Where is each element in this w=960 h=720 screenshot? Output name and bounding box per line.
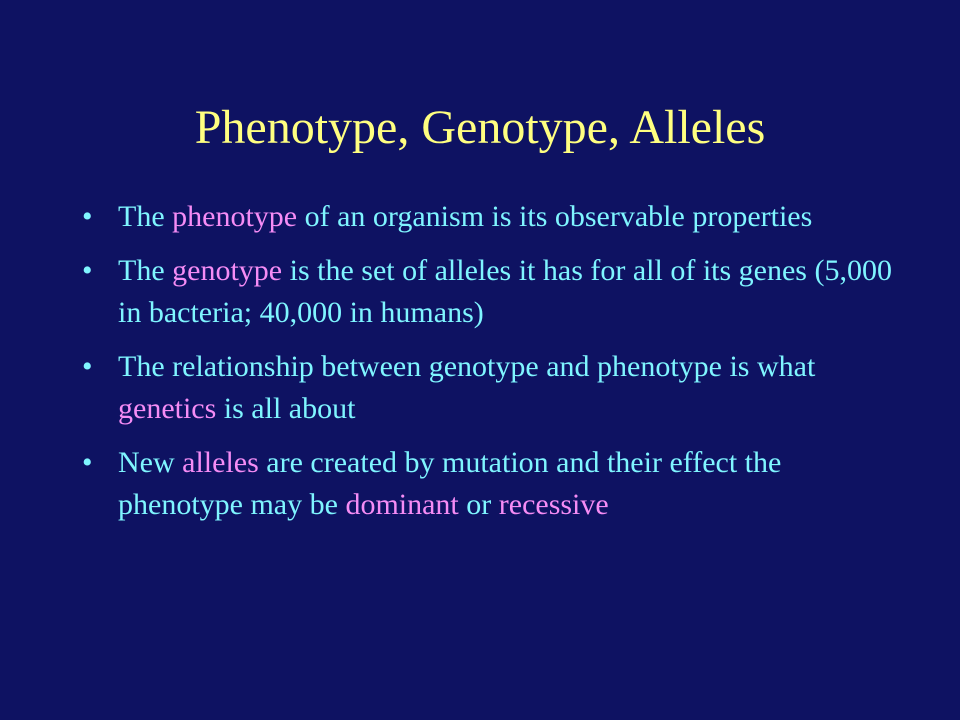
highlighted-term: phenotype (172, 200, 298, 233)
text-segment: The (118, 254, 173, 287)
bullet-point: • (82, 446, 93, 479)
bullet-item (80, 442, 900, 526)
bullet-list (80, 196, 900, 538)
highlighted-term: recessive (498, 488, 609, 521)
bullet-item (80, 196, 900, 238)
bullet-point: • (82, 254, 93, 287)
text-segment: The relationship between genotype and phenotype is what (118, 350, 816, 383)
text-segment: is all about (216, 392, 356, 425)
bullet-item (80, 250, 900, 334)
bullet-item (80, 346, 900, 430)
bullet-text (118, 200, 812, 233)
bullet-point: • (82, 350, 93, 383)
bullet-text (118, 350, 815, 425)
text-segment: are created by mutation and their effect the phenotype may be (118, 446, 782, 521)
text-segment: is the set of alleles it has for all of its genes (5,000 in bacteria; 40,000 in humans) (118, 254, 892, 329)
text-segment: of an organism is its observable properties (297, 200, 813, 233)
text-segment: or (458, 488, 499, 521)
bullet-point: • (82, 200, 93, 233)
highlighted-term: dominant (345, 488, 459, 521)
slide-title: Phenotype, Genotype, Alleles (194, 101, 766, 154)
bullet-text (118, 254, 892, 329)
highlighted-term: genetics (118, 392, 217, 425)
bullet-text (118, 446, 781, 521)
text-segment: New (118, 446, 183, 479)
highlighted-term: alleles (182, 446, 259, 479)
highlighted-term: genotype (172, 254, 283, 287)
text-segment: The (118, 200, 173, 233)
